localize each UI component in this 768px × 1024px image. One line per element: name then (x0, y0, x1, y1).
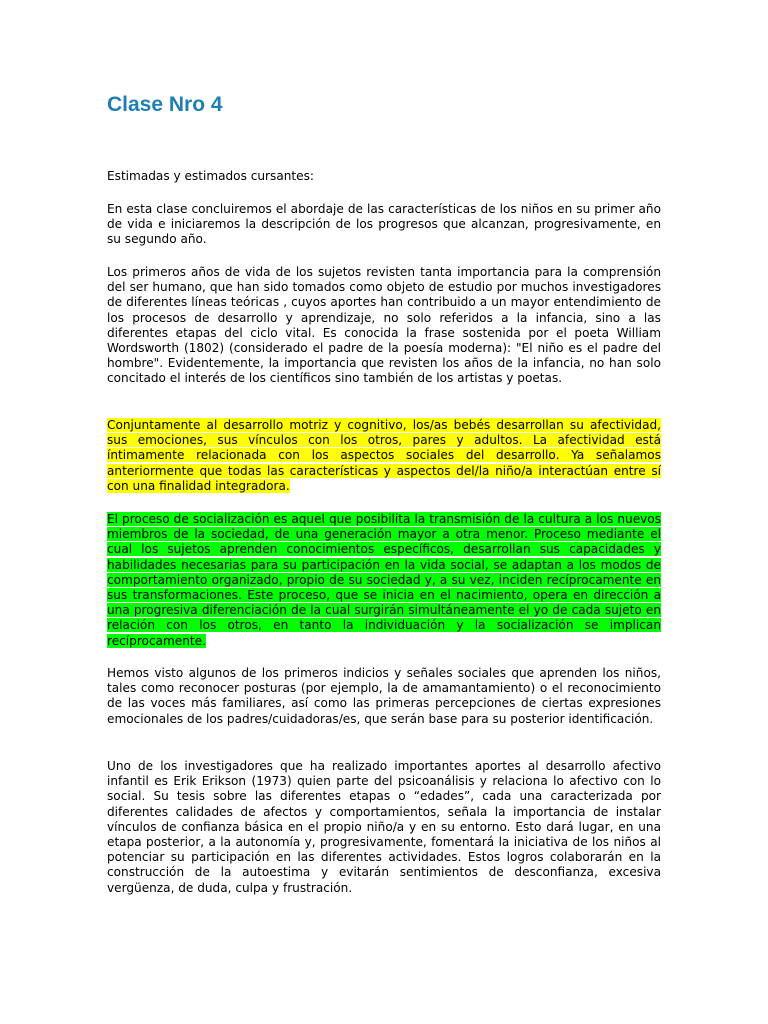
early-years-paragraph: Los primeros años de vida de los sujetos revisten tanta importancia para la comprensión del ser humano, que han sido tomados como objeto de estudio por muchos investigadores de diferentes líneas teóricas , cuyos aportes han contribuido a un mayor entendimiento de los procesos de desarrollo y aprendizaje, no solo referidos a la infancia, sino a las diferentes etapas del ciclo vital. Es conocida la frase sostenida por el poeta William Wordsworth (1802) (considerado el padre de la poesía moderna): "El niño es el padre del hombre". Evidentemente, la importancia que revisten los años de la infancia, no han solo concitado el interés de los científicos sino también de los artistas y poetas. (107, 265, 661, 386)
page-title: Clase Nro 4 (107, 93, 223, 116)
erikson-paragraph: Uno de los investigadores que ha realizado importantes aportes al desarrollo afectivo infantil es Erik Erikson (1973) quien parte del psicoanálisis y relaciona lo afectivo con lo social. Su tesis sobre las diferentes etapas o “edades”, cada una caracterizada por diferentes calidades de afectos y comportamientos, señala la importancia de instalar vínculos de confianza básica en el propio niño/a y en su entorno. Esto dará lugar, en una etapa posterior, a la autonomía y, progresivamente, fomentará la iniciativa de los niños al potenciar su participación en las diferentes actividades. Estos logros colaborarán en la construcción de la autoestima y evitarán sentimientos de desconfianza, excesiva vergüenza, de duda, culpa y frustración. (107, 759, 661, 895)
social-signals-paragraph: Hemos visto algunos de los primeros indicios y señales sociales que aprenden los niños, tales como reconocer posturas (por ejemplo, la de amamantamiento) o el reconocimiento de las voces más familiares, así como las primeras percepciones de ciertas expresiones emocionales de los padres/cuidadoras/es, que serán base para su posterior identificación. (107, 666, 661, 726)
affectivity-paragraph (107, 418, 661, 494)
intro-paragraph: En esta clase concluiremos el abordaje de las características de los niños en su primer año de vida e iniciaremos la descripción de los progresos que alcanzan, progresivamente, en su segundo año. (107, 202, 661, 247)
green-highlight: El proceso de socialización es aquel que posibilita la transmisión de la cultura a los nuevos miembros de la sociedad, de una generación mayor a otra menor. Proceso mediante el cual los sujetos aprenden conocimientos específicos, desarrollan sus capacidades y habilidades necesarias para su participación en la vida social, se adaptan a los modos de comportamiento organizado, propio de su sociedad y, a su vez, inciden recíprocamente en sus transformaciones. Este proceso, que se inicia en el nacimiento, opera en dirección a una progresiva diferenciación de la cual surgirán simultáneamente el yo de cada sujeto en relación con los otros, en tanto la individuación y la socialización se implican recíprocamente. (107, 512, 661, 648)
socialization-paragraph (107, 512, 661, 649)
greeting-paragraph: Estimadas y estimados cursantes: (107, 169, 314, 183)
yellow-highlight: Conjuntamente al desarrollo motriz y cognitivo, los/as bebés desarrollan su afectividad, sus emociones, sus vínculos con los otros, pares y adultos. La afectividad está íntimamente relacionada con los aspectos sociales del desarrollo. Ya señalamos anteriormente que todas las características y aspectos del/la niño/a interactúan entre sí con una finalidad integradora. (107, 418, 661, 493)
